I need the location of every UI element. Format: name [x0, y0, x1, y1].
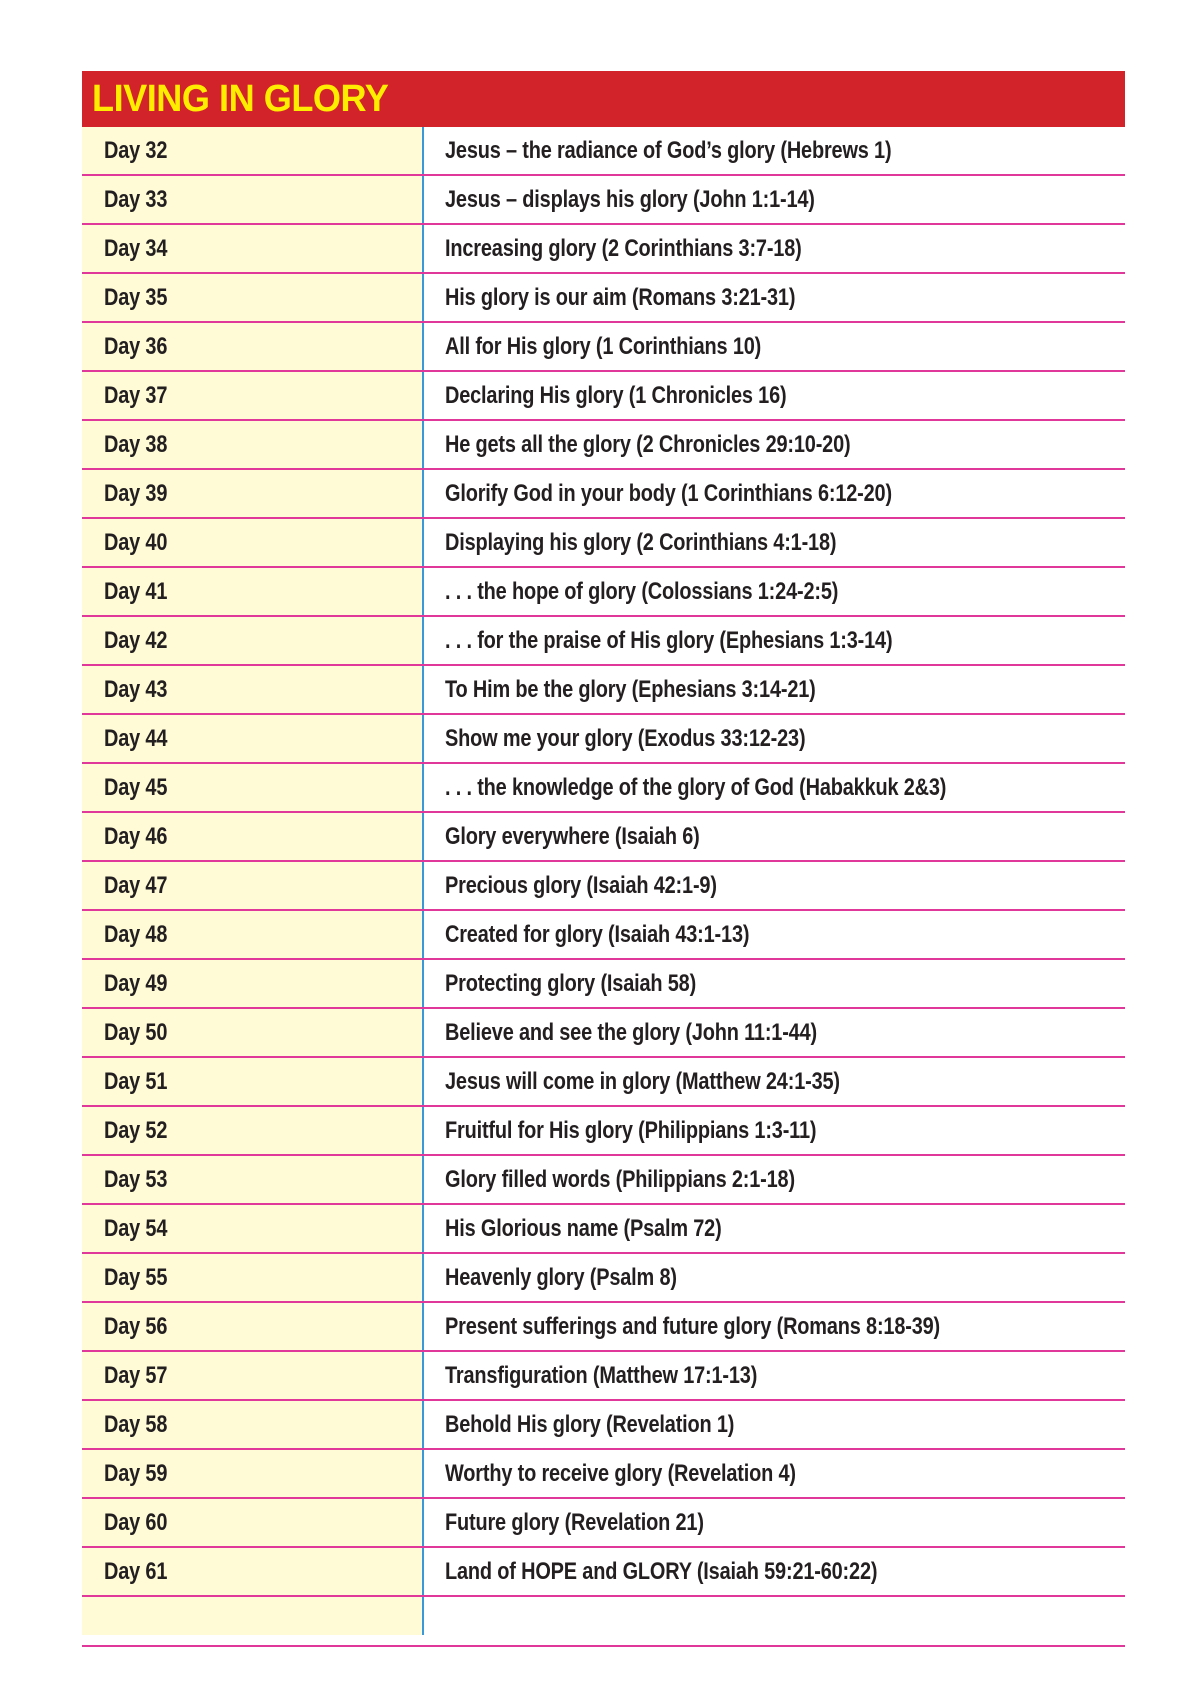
day-label: Day 33	[104, 185, 168, 213]
reading-label: Protecting glory (Isaiah 58)	[445, 969, 697, 997]
reading-cell	[424, 1009, 1125, 1056]
reading-label: Transfiguration (Matthew 17:1-13)	[445, 1361, 758, 1389]
reading-label: Believe and see the glory (John 11:1-44)	[445, 1018, 817, 1046]
day-cell	[82, 470, 424, 517]
table-row	[82, 225, 1125, 274]
table-row	[82, 764, 1125, 813]
reading-label: Present sufferings and future glory (Romans 8:18-39)	[445, 1312, 941, 1340]
day-cell	[82, 372, 424, 419]
table-row	[82, 323, 1125, 372]
reading-plan-table	[82, 127, 1125, 1597]
reading-cell	[424, 225, 1125, 272]
reading-cell	[424, 421, 1125, 468]
table-row	[82, 960, 1125, 1009]
reading-label: Worthy to receive glory (Revelation 4)	[445, 1459, 796, 1487]
reading-label: Created for glory (Isaiah 43:1-13)	[445, 920, 750, 948]
blank-day-cell	[82, 1597, 424, 1635]
reading-cell	[424, 1156, 1125, 1203]
table-row	[82, 1058, 1125, 1107]
table-row	[82, 1450, 1125, 1499]
reading-cell	[424, 715, 1125, 762]
reading-label: Heavenly glory (Psalm 8)	[445, 1263, 677, 1291]
day-label: Day 61	[104, 1557, 168, 1585]
day-cell	[82, 666, 424, 713]
table-row	[82, 1303, 1125, 1352]
day-label: Day 38	[104, 430, 168, 458]
day-label: Day 53	[104, 1165, 168, 1193]
reading-cell	[424, 1499, 1125, 1546]
blank-reading-cell	[424, 1597, 1125, 1635]
day-cell	[82, 813, 424, 860]
bottom-rule	[82, 1645, 1125, 1647]
day-label: Day 55	[104, 1263, 168, 1291]
day-label: Day 36	[104, 332, 168, 360]
table-row	[82, 617, 1125, 666]
reading-cell	[424, 617, 1125, 664]
day-cell	[82, 1254, 424, 1301]
reading-cell	[424, 323, 1125, 370]
table-row	[82, 274, 1125, 323]
day-label: Day 59	[104, 1459, 168, 1487]
table-row	[82, 715, 1125, 764]
day-label: Day 52	[104, 1116, 168, 1144]
day-label: Day 51	[104, 1067, 168, 1095]
table-row	[82, 911, 1125, 960]
reading-label: . . . for the praise of His glory (Ephesians 1:3-14)	[445, 626, 893, 654]
day-cell	[82, 323, 424, 370]
reading-label: Future glory (Revelation 21)	[445, 1508, 704, 1536]
day-cell	[82, 1401, 424, 1448]
day-label: Day 40	[104, 528, 168, 556]
reading-cell	[424, 127, 1125, 174]
day-cell	[82, 176, 424, 223]
reading-plan-sheet	[82, 71, 1125, 1647]
table-row	[82, 519, 1125, 568]
day-label: Day 39	[104, 479, 168, 507]
table-row	[82, 666, 1125, 715]
reading-cell	[424, 813, 1125, 860]
day-cell	[82, 421, 424, 468]
reading-cell	[424, 1058, 1125, 1105]
day-label: Day 57	[104, 1361, 168, 1389]
day-label: Day 44	[104, 724, 168, 752]
day-label: Day 49	[104, 969, 168, 997]
table-row	[82, 1254, 1125, 1303]
day-cell	[82, 1205, 424, 1252]
table-row	[82, 421, 1125, 470]
reading-label: Jesus – the radiance of God’s glory (Hebrews 1)	[445, 136, 892, 164]
day-cell	[82, 127, 424, 174]
reading-cell	[424, 1548, 1125, 1595]
day-cell	[82, 715, 424, 762]
table-row	[82, 470, 1125, 519]
day-label: Day 42	[104, 626, 168, 654]
reading-label: Increasing glory (2 Corinthians 3:7-18)	[445, 234, 802, 262]
reading-label: . . . the knowledge of the glory of God (Habakkuk 2&3)	[445, 773, 947, 801]
title-banner	[82, 71, 1125, 127]
reading-label: Precious glory (Isaiah 42:1-9)	[445, 871, 717, 899]
day-cell	[82, 617, 424, 664]
reading-cell	[424, 1352, 1125, 1399]
day-label: Day 34	[104, 234, 168, 262]
table-row	[82, 1499, 1125, 1548]
day-cell	[82, 764, 424, 811]
reading-cell	[424, 911, 1125, 958]
day-label: Day 47	[104, 871, 168, 899]
reading-label: Show me your glory (Exodus 33:12-23)	[445, 724, 806, 752]
reading-label: Declaring His glory (1 Chronicles 16)	[445, 381, 787, 409]
reading-label: Jesus will come in glory (Matthew 24:1-35)	[445, 1067, 840, 1095]
table-row	[82, 862, 1125, 911]
reading-cell	[424, 372, 1125, 419]
reading-cell	[424, 1254, 1125, 1301]
reading-cell	[424, 1450, 1125, 1497]
reading-cell	[424, 274, 1125, 321]
reading-label: He gets all the glory (2 Chronicles 29:10-20)	[445, 430, 851, 458]
day-label: Day 43	[104, 675, 168, 703]
reading-cell	[424, 568, 1125, 615]
reading-cell	[424, 1303, 1125, 1350]
reading-cell	[424, 764, 1125, 811]
day-cell	[82, 1107, 424, 1154]
blank-row	[82, 1597, 1125, 1635]
table-row	[82, 372, 1125, 421]
day-cell	[82, 960, 424, 1007]
reading-label: Glorify God in your body (1 Corinthians 6:12-20)	[445, 479, 892, 507]
day-label: Day 41	[104, 577, 168, 605]
reading-label: Glory filled words (Philippians 2:1-18)	[445, 1165, 795, 1193]
page-title: LIVING IN GLORY	[92, 78, 389, 120]
reading-label: His Glorious name (Psalm 72)	[445, 1214, 722, 1242]
table-row	[82, 176, 1125, 225]
reading-cell	[424, 1107, 1125, 1154]
day-cell	[82, 1450, 424, 1497]
day-label: Day 56	[104, 1312, 168, 1340]
day-label: Day 32	[104, 136, 168, 164]
reading-label: Glory everywhere (Isaiah 6)	[445, 822, 700, 850]
day-cell	[82, 1009, 424, 1056]
day-cell	[82, 1058, 424, 1105]
table-row	[82, 1107, 1125, 1156]
day-label: Day 37	[104, 381, 168, 409]
reading-label: Jesus – displays his glory (John 1:1-14)	[445, 185, 815, 213]
reading-label: Fruitful for His glory (Philippians 1:3-11)	[445, 1116, 817, 1144]
table-row	[82, 1401, 1125, 1450]
day-cell	[82, 1156, 424, 1203]
table-row	[82, 127, 1125, 176]
day-cell	[82, 1303, 424, 1350]
table-row	[82, 813, 1125, 862]
day-label: Day 54	[104, 1214, 168, 1242]
reading-cell	[424, 1401, 1125, 1448]
day-cell	[82, 1548, 424, 1595]
reading-label: Displaying his glory (2 Corinthians 4:1-18)	[445, 528, 837, 556]
table-row	[82, 1156, 1125, 1205]
reading-label: His glory is our aim (Romans 3:21-31)	[445, 283, 796, 311]
reading-label: To Him be the glory (Ephesians 3:14-21)	[445, 675, 816, 703]
day-cell	[82, 862, 424, 909]
table-row	[82, 1352, 1125, 1401]
reading-cell	[424, 960, 1125, 1007]
day-label: Day 50	[104, 1018, 168, 1046]
day-cell	[82, 225, 424, 272]
day-label: Day 48	[104, 920, 168, 948]
day-cell	[82, 1352, 424, 1399]
table-row	[82, 1548, 1125, 1597]
reading-cell	[424, 666, 1125, 713]
day-cell	[82, 911, 424, 958]
reading-cell	[424, 176, 1125, 223]
day-label: Day 60	[104, 1508, 168, 1536]
day-label: Day 45	[104, 773, 168, 801]
day-label: Day 35	[104, 283, 168, 311]
reading-cell	[424, 862, 1125, 909]
reading-cell	[424, 519, 1125, 566]
reading-label: All for His glory (1 Corinthians 10)	[445, 332, 762, 360]
reading-cell	[424, 470, 1125, 517]
table-row	[82, 568, 1125, 617]
reading-label: Land of HOPE and GLORY (Isaiah 59:21-60:22)	[445, 1557, 878, 1585]
day-cell	[82, 274, 424, 321]
day-label: Day 58	[104, 1410, 168, 1438]
day-cell	[82, 1499, 424, 1546]
reading-label: . . . the hope of glory (Colossians 1:24-2:5)	[445, 577, 839, 605]
day-cell	[82, 568, 424, 615]
day-label: Day 46	[104, 822, 168, 850]
reading-cell	[424, 1205, 1125, 1252]
table-row	[82, 1205, 1125, 1254]
reading-label: Behold His glory (Revelation 1)	[445, 1410, 735, 1438]
table-row	[82, 1009, 1125, 1058]
day-cell	[82, 519, 424, 566]
